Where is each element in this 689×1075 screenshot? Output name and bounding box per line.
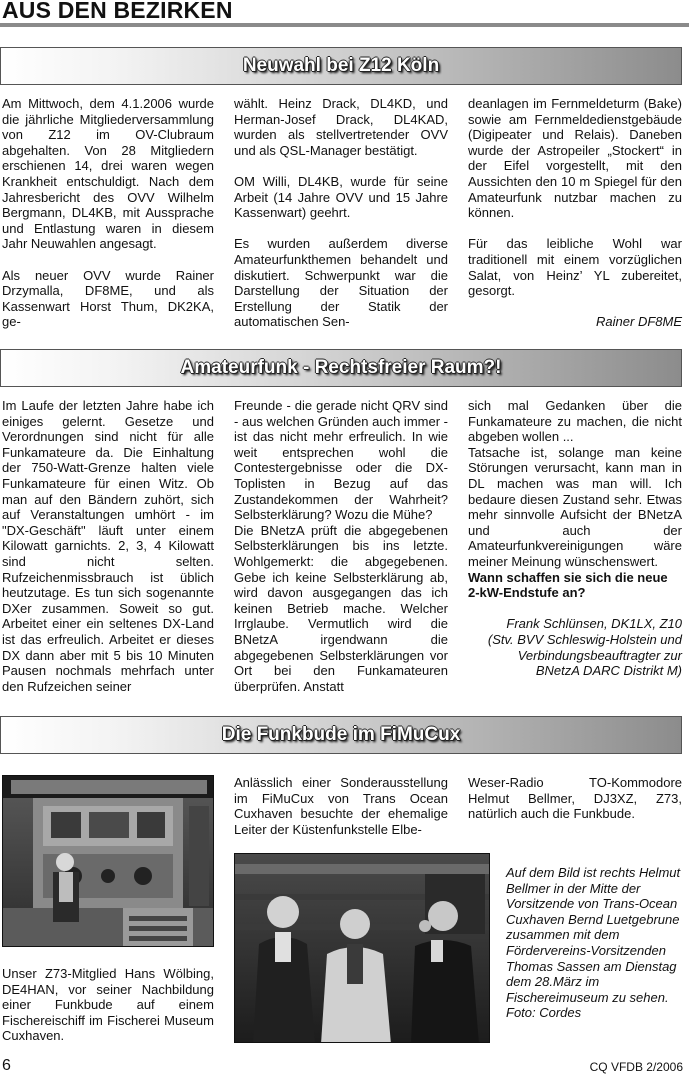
article1-heading: Neuwahl bei Z12 Köln xyxy=(242,55,440,76)
article2-signature-line: BNetzA DARC Distrikt M) xyxy=(535,663,682,679)
article2-question: Wann schaffen sie sich die neue 2-kW-Endstufe an? xyxy=(468,569,668,601)
article1-paragraph: Am Mittwoch, dem 4.1.2006 wurde die jährliche Mitgliederversammlung von Z12 im OV-Clubraum abgehalten. Von 28 Mitgliedern erschienen 14, drei waren wegen Krankheit entschuldigt. Nach dem Jahresbericht des OVV Wilhelm Bergmann, DL4KB, mit Aussprache und Entlastung waren in diesem Jahr Neuwahlen angesagt. xyxy=(2,96,214,252)
article2-signature-line: Verbindungsbeauftragter zur xyxy=(517,647,682,663)
caption-text: Auf dem Bild ist rechts Helmut Bellmer in der Mitte der Vorsitzende von Trans-Ocean Cuxhaven Bernd Luetgebrune zusammen mit dem Fördervereins-Vorsitzenden Thomas Sassen am Dienstag dem 28.März im Fischereimuseum zu sehen. Foto: Cordes xyxy=(506,865,681,1021)
article3-column-2 xyxy=(234,775,448,837)
photo-three-men xyxy=(234,853,490,1043)
article2-column-2 xyxy=(234,398,448,694)
photo-radio-room-image xyxy=(3,776,214,947)
article2-signature-line: (Stv. BVV Schleswig-Holstein und xyxy=(487,631,682,647)
article1-paragraph: wählt. Heinz Drack, DL4KD, und Herman-Josef Drack, DL4KAD, wurden als stellvertretender OVV und als QSL-Manager bestätigt. xyxy=(234,96,448,158)
article1-paragraph: Für das leibliche Wohl war traditionell mit einem vorzüglichen Salat, von Heinz’ YL zubereitet, gesorgt. xyxy=(468,236,682,299)
article1-banner xyxy=(0,47,682,85)
article2-paragraph: Die BNetzA prüft die abgegebenen Selbsterklärungen bis ins letzte. Wohlgemerkt: die abgegebenen. Gebe ich keine Selbsterklärung ab, wird davon ausgegangen das ich keinen Betrieb mache. Welcher Irrglaube. Vermutlich wird die BNetzA irgendwann die abgegebenen Selbsterklärungen vor Ort bei den Funkamateuren überprüfen. Anstatt xyxy=(234,522,448,694)
article1-signature: Rainer DF8ME xyxy=(596,314,682,330)
article1-paragraph: deanlagen im Fernmeldeturm (Bake) sowie am Fernmeldedienstgebäude (Digipeater und Relais). Daneben wurde der Astropeiler „Stockert“ in der Eifel vorgestellt, mit den Aussichten den 10 m Spiegel für den Amateurfunk nutzbar machen zu können. xyxy=(468,96,682,221)
article2-column-1 xyxy=(2,398,214,694)
publication-name: CQ VFDB 2/2006 xyxy=(589,1060,683,1074)
article1-paragraph: Als neuer OVV wurde Rainer Drzymalla, DF8ME, und als Kassenwart Horst Thum, DK2KA, ge- xyxy=(2,267,214,330)
article2-paragraph: Tatsache ist, solange man keine Störungen verursacht, kann man in DL machen was man will. Ich bedaure diesen Zustand sehr. Etwas mehr sinnvolle Aufsicht der BNetzA und auch der Amateurfunkvereinigungen wäre meiner Meinung wünschenswert. xyxy=(468,444,682,569)
article3-column-3 xyxy=(468,775,682,822)
section-title: AUS DEN BEZIRKEN xyxy=(2,0,233,23)
article1-column-3 xyxy=(468,96,682,330)
photo-three-men-caption xyxy=(506,865,684,1021)
photo-radio-room xyxy=(2,775,214,947)
header-rule xyxy=(0,23,689,27)
article2-paragraph: Im Laufe der letzten Jahre habe ich einiges gelernt. Gesetze und Verordnungen sind nicht für alle Funkamateure da. Die Einhaltung der 750-Watt-Grenze halten viele Funkamateure für einen Witz. Ob man auf den Bändern zuhört, sich auf Veranstaltungen umhört - im "DX-Geschäft" läuft unter einem Kilowatt garnichts. 2, 3, 4 Kilowatt sind nicht selten. Rufzeichenmissbrauch ist üblich heutzutage. Es tun sich sogenannte DXer zusammen. Soweit so gut. Arbeitet einer ein seltenes DX-Land ist das erfreulich. Arbeitet er dieses DX dann aber mit 5 bis 10 Minuten Pausen nochmals mehrfach unter den Rufzeichen seiner xyxy=(2,398,214,694)
article2-paragraph: sich mal Gedanken über die Funkamateure zu machen, die nicht abgeben wollen ... xyxy=(468,398,682,445)
article2-column-3 xyxy=(468,398,682,679)
section-header xyxy=(0,0,689,28)
article2-signature-line: Frank Schlünsen, DK1LX, Z10 xyxy=(506,616,682,632)
article2-paragraph: Freunde - die gerade nicht QRV sind - aus welchen Gründen auch immer - ist das nicht mehr erfreulich. In wie weit entsprechen wohl die Contestergebnisse oder die DX-Toplisten in Bezug auf das Zustandekommen der Wahrheit? Selbsterklärung? Wozu die Mühe? xyxy=(234,398,448,523)
article2-heading: Amateurfunk - Rechtsfreier Raum?! xyxy=(180,357,502,378)
article1-paragraph: Es wurden außerdem diverse Amateurfunkthemen behandelt und diskutiert. Schwerpunkt war die Darstellung der Situation der Erstellung der Statik der automatischen Sen- xyxy=(234,236,448,330)
article3-paragraph: Anlässlich einer Sonderausstellung im FiMuCux von Trans Ocean Cuxhaven besuchte der ehemalige Leiter der Küstenfunkstelle Elbe- xyxy=(234,775,448,837)
article1-paragraph: OM Willi, DL4KB, wurde für seine Arbeit (14 Jahre OVV und 15 Jahre Kassenwart) geehrt. xyxy=(234,173,448,221)
photo-three-men-image xyxy=(235,854,490,1043)
article2-banner xyxy=(0,349,682,387)
article1-column-1 xyxy=(2,96,214,330)
article1-column-2 xyxy=(234,96,448,330)
caption-text: Unser Z73-Mitglied Hans Wölbing, DE4HAN, vor seiner Nachbildung einer Funkbude auf einem Fischereischiff im Fischerei Museum Cuxhaven. xyxy=(2,966,214,1044)
page-number: 6 xyxy=(2,1057,11,1074)
article3-paragraph: Weser-Radio TO-Kommodore Helmut Bellmer, DJ3XZ, Z73, natürlich auch die Funkbude. xyxy=(468,775,682,822)
article3-banner xyxy=(0,716,682,754)
photo-radio-room-caption xyxy=(2,966,214,1044)
article3-heading: Die Funkbude im FiMuCux xyxy=(221,724,461,745)
